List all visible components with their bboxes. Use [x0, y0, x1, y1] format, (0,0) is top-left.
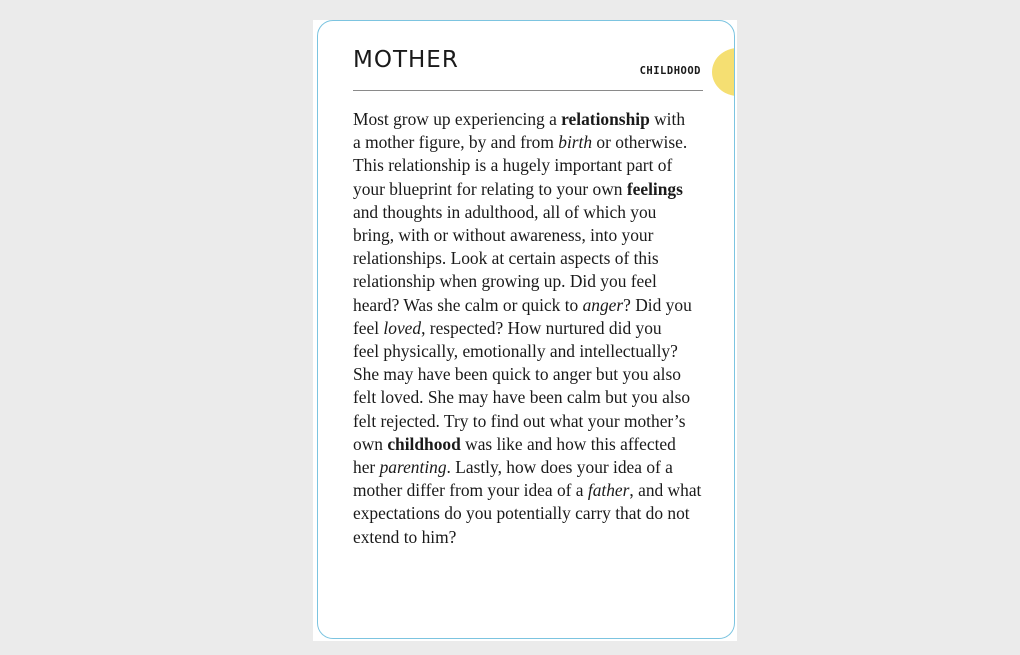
body-segment: expectations do you potentially carry that do not [353, 503, 690, 524]
body-segment: Most grow up experiencing a [353, 109, 562, 129]
category-tab-marker [712, 48, 735, 96]
body-segment: and thoughts in adulthood, all of which you [353, 201, 657, 222]
body-segment: relationship when growing up. Did you feel [353, 271, 657, 292]
title-divider [353, 90, 703, 91]
body-segment: relationships. Look at certain aspects of this [353, 248, 659, 269]
body-line [353, 340, 705, 363]
body-line [353, 270, 705, 293]
body-segment: or otherwise. [592, 132, 688, 153]
body-segment: . Lastly, how does your idea of a [446, 457, 673, 478]
body-segment: She may have been quick to anger but you also [353, 364, 681, 385]
body-line [353, 456, 705, 479]
body-segment: felt loved. She may have been calm but you also [353, 387, 691, 408]
body-segment: own [353, 433, 388, 454]
body-line [353, 224, 705, 247]
body-segment: felt rejected. Try to find out what your mother’s [353, 410, 686, 431]
body-segment: feel physically, emotionally and intellectually? [353, 341, 678, 362]
bold-keyword: relationship [561, 109, 650, 129]
body-line [353, 433, 705, 456]
body-line [353, 178, 705, 201]
body-line [353, 479, 705, 502]
body-segment: extend to him? [353, 526, 457, 547]
body-segment: mother differ from your idea of a [353, 480, 588, 501]
italic-keyword: father [587, 480, 630, 501]
body-segment: your blueprint for relating to your own [353, 178, 627, 199]
body-segment: , respected? How nurtured did you [421, 317, 662, 338]
body-line [353, 201, 705, 224]
body-segment: with [649, 109, 686, 129]
body-segment: a mother figure, by and from [353, 132, 559, 153]
body-line [353, 363, 705, 386]
italic-keyword: parenting [379, 457, 447, 478]
italic-keyword: anger [582, 294, 624, 315]
body-line [353, 386, 705, 409]
body-segment: her [353, 457, 380, 478]
body-line [353, 317, 705, 340]
body-line [353, 410, 705, 433]
body-line [353, 154, 705, 177]
body-segment: heard? Was she calm or quick to [353, 294, 583, 315]
italic-keyword: birth [558, 132, 593, 153]
body-segment: This relationship is a hugely important part of [353, 155, 673, 176]
body-line [353, 131, 705, 154]
card-category: CHILDHOOD [639, 65, 701, 77]
card-body-text [353, 108, 705, 549]
bold-keyword: feelings [626, 178, 683, 199]
card-title: MOTHER [353, 47, 459, 73]
body-line [353, 502, 705, 525]
body-segment: feel [353, 317, 384, 338]
body-line [353, 108, 705, 131]
body-line [353, 294, 705, 317]
body-line [353, 526, 705, 549]
body-line [353, 247, 705, 270]
body-segment: bring, with or without awareness, into your [353, 225, 654, 246]
italic-keyword: loved [383, 317, 422, 338]
body-segment: was like and how this affected [460, 433, 676, 454]
bold-keyword: childhood [387, 433, 461, 454]
body-segment: , and what [629, 480, 702, 501]
mother-card [317, 20, 735, 639]
body-segment: ? Did you [623, 294, 692, 315]
